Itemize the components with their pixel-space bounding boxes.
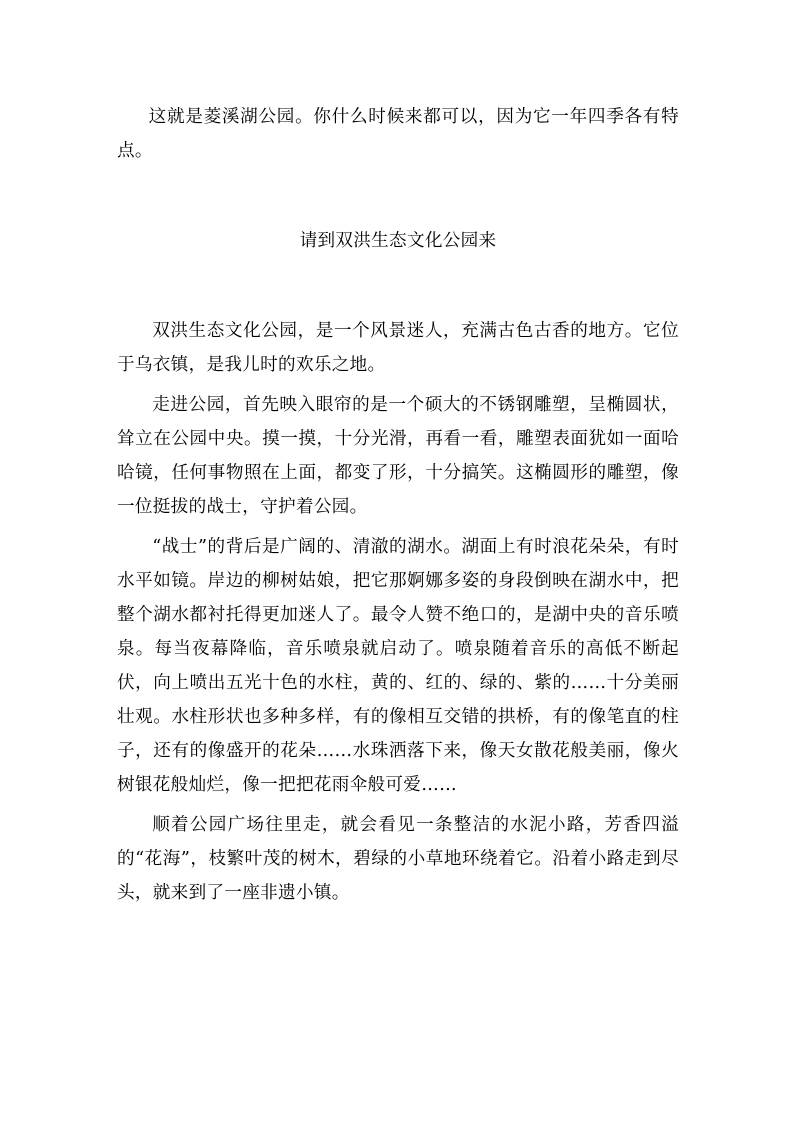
intro-paragraph: 这就是菱溪湖公园。你什么时候来都可以，因为它一年四季各有特点。 — [117, 107, 679, 161]
paragraph-4: 顺着公园广场往里走，就会看见一条整洁的水泥小路，芳香四溢的“花海”，枝繁叶茂的树木，碧绿的小草地环绕着它。沿着小路走到尽头，就来到了一座非遗小镇。 — [117, 815, 679, 903]
essay-title: 请到双洪生态文化公园来 — [299, 231, 497, 251]
paragraph-2: 走进公园，首先映入眼帘的是一个硕大的不锈钢雕塑，呈椭圆状，耸立在公园中央。摸一摸，十分光滑，再看一看，雕塑表面犹如一面哈哈镜，任何事物照在上面，都变了形，十分搞笑。这椭圆形的雕塑，像一位挺拔的战士，守护着公园。 — [117, 395, 679, 517]
paragraph-1: 双洪生态文化公园，是一个风景迷人，充满古色古香的地方。它位于乌衣镇，是我儿时的欢乐之地。 — [117, 321, 679, 375]
paragraph-3: “战士”的背后是广阔的、清澈的湖水。湖面上有时浪花朵朵，有时水平如镜。岸边的柳树姑娘，把它那婀娜多姿的身段倒映在湖水中，把整个湖水都衬托得更加迷人了。最令人赞不绝口的，是湖中央的音乐喷泉。每当夜幕降临，音乐喷泉就启动了。喷泉随着音乐的高低不断起伏，向上喷出五光十色的水柱，黄的、红的、绿的、紫的……十分美丽壮观。水柱形状也多种多样，有的像相互交错的拱桥，有的像笔直的柱子，还有的像盛开的花朵……水珠洒落下来，像天女散花般美丽，像火树银花般灿烂，像一把把花雨伞般可爱…… — [117, 537, 679, 795]
document-body — [117, 100, 679, 910]
